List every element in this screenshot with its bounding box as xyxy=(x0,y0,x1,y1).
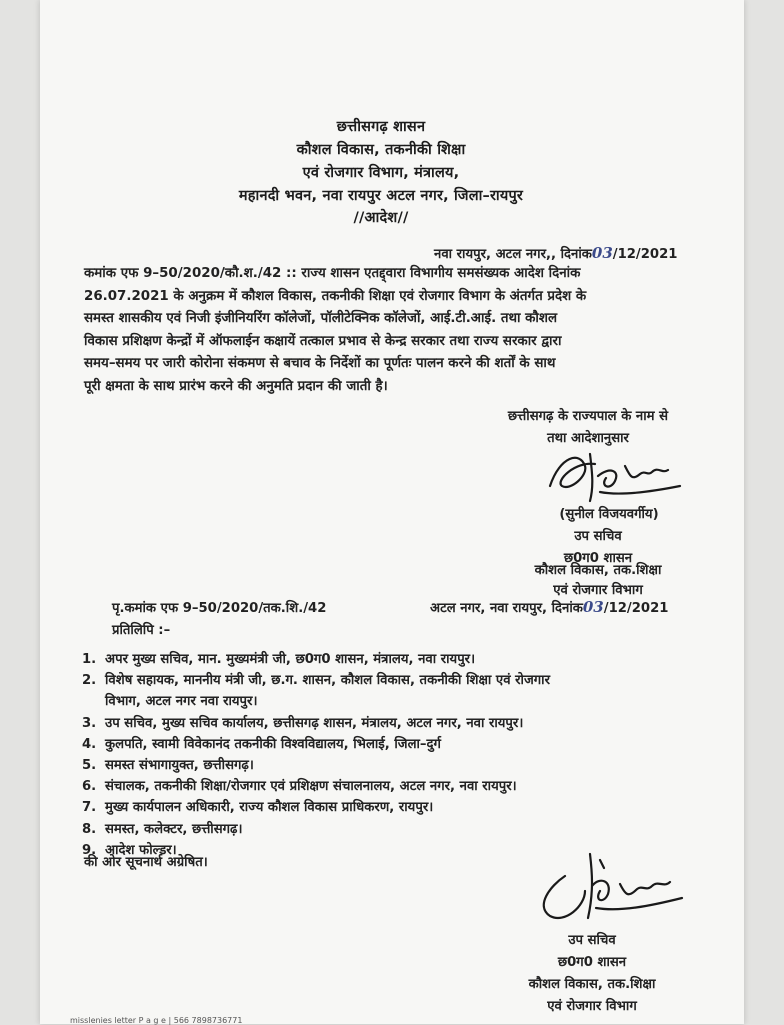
signatory-office-2: कौशल विकास, तक.शिक्षा xyxy=(534,563,662,578)
list-item-number: 1. xyxy=(82,652,97,667)
list-item-text: उप सचिव, मुख्य सचिव कार्यालय, छत्तीसगढ़ शासन, मंत्रालय, अटल नगर, नवा रायपुर। xyxy=(105,715,524,731)
list-item-number: 2. xyxy=(82,673,97,689)
endorsement-date-day-handwritten: 03 xyxy=(582,598,604,616)
order-body-line: कमांक एफ 9–50/2020/कौ.श./42 :: राज्य शासन एतद्द्वारा विभागीय समसंख्यक आदेश दिनांक xyxy=(84,266,581,281)
list-item xyxy=(82,776,682,797)
order-body xyxy=(84,263,586,398)
signatory-2-office-3: एवं रोजगार विभाग xyxy=(547,999,637,1014)
list-item-text: कुलपति, स्वामी विवेकानंद तकनीकी विश्वविद्यालय, भिलाई, जिला–दुर्ग xyxy=(105,736,441,752)
list-item xyxy=(82,670,682,691)
order-body-line: समस्त शासकीय एवं निजी इंजीनियरिंग कॉलेजों, पॉलीटेक्निक कॉलेजों, आई.टी.आई. तथा कौशल xyxy=(84,311,558,326)
signatory-office-3: एवं रोजगार विभाग xyxy=(553,583,643,598)
order-heading: //आदेश// xyxy=(353,210,409,226)
list-item xyxy=(82,649,682,670)
list-item-text: समस्त, कलेक्टर, छत्तीसगढ़। xyxy=(105,821,243,837)
signature-1 xyxy=(540,446,690,508)
list-item-number: 9. xyxy=(82,842,97,858)
signatory-2-office-2: कौशल विकास, तक.शिक्षा xyxy=(528,977,656,992)
list-item-number: 8. xyxy=(82,821,97,837)
list-item xyxy=(82,755,682,776)
signatory-office-1: छ0ग0 शासन xyxy=(563,551,633,566)
signatory-2-office-1: छ0ग0 शासन xyxy=(557,955,627,970)
order-body-line: विकास प्रशिक्षण केन्द्रों में ऑफलाईन कक्षायें तत्काल प्रभाव से केन्द्र सरकार तथा राज्य सरकार द्वारा xyxy=(84,333,562,349)
list-item-text: आदेश फोल्डर। xyxy=(105,842,177,858)
list-item xyxy=(82,734,682,755)
authority-line-2: तथा आदेशानुसार xyxy=(547,431,629,446)
recipient-list xyxy=(82,649,682,861)
list-item-text: मुख्य कार्यपालन अधिकारी, राज्य कौशल विकास प्राधिकरण, रायपुर। xyxy=(105,800,434,816)
list-item-text: संचालक, तकनीकी शिक्षा/रोजगार एवं प्रशिक्षण संचालनालय, अटल नगर, नवा रायपुर। xyxy=(105,779,517,795)
endorsement-date-rest: /12/2021 xyxy=(603,601,669,616)
order-body-line: पूरी क्षमता के साथ प्रारंभ करने की अनुमति प्रदान की जाती है। xyxy=(84,378,388,394)
list-item xyxy=(82,691,682,712)
list-item-number: 7. xyxy=(82,800,97,816)
authority-line-1: छत्तीसगढ़ के राज्यपाल के नाम से xyxy=(507,409,669,424)
list-item-number: 6. xyxy=(82,779,97,795)
signatory-designation: उप सचिव xyxy=(574,529,622,544)
signatory-name: (सुनील विजयवर्गीय) xyxy=(559,507,659,522)
forwarding-note: की ओर सूचनार्थ अग्रेषित। xyxy=(84,855,208,870)
letterhead-government: छत्तीसगढ़ शासन xyxy=(336,119,426,135)
signatory-2-designation: उप सचिव xyxy=(568,933,616,948)
signature-2 xyxy=(530,846,690,926)
endorsement-ref: पृ.कमांक एफ 9–50/2020/तक.शि./42 xyxy=(112,601,327,616)
list-item-text: विशेष सहायक, माननीय मंत्री जी, छ.ग. शासन, कौशल विकास, तकनीकी शिक्षा एवं रोजगार xyxy=(105,673,550,689)
order-place-date-label: नवा रायपुर, अटल नगर,, दिनांक xyxy=(434,247,592,262)
list-item-number: 5. xyxy=(82,758,97,774)
copy-to-label: प्रतिलिपि :– xyxy=(112,623,171,638)
list-item xyxy=(82,713,682,734)
letterhead-department: कौशल विकास, तकनीकी शिक्षा xyxy=(296,142,466,158)
endorsement-date xyxy=(430,598,668,616)
list-item-text: विभाग, अटल नगर नवा रायपुर। xyxy=(105,694,258,710)
endorsement-place-date-label: अटल नगर, नवा रायपुर, दिनांक xyxy=(430,601,583,616)
order-body-line: 26.07.2021 के अनुक्रम में कौशल विकास, तकनीकी शिक्षा एवं रोजगार विभाग के अंतर्गत प्रदेश के xyxy=(84,288,587,304)
list-item-text: अपर मुख्य सचिव, मान. मुख्यमंत्री जी, छ0ग0 शासन, मंत्रालय, नवा रायपुर। xyxy=(105,652,476,667)
letterhead-address: महानदी भवन, नवा रायपुर अटल नगर, जिला–रायपुर xyxy=(238,188,524,204)
list-item xyxy=(82,819,682,840)
order-date xyxy=(434,244,677,262)
order-date-rest: /12/2021 xyxy=(612,247,678,262)
order-date-day-handwritten: 03 xyxy=(591,244,613,262)
order-body-line: समय–समय पर जारी कोरोना संकमण से बचाव के निर्देशों का पूर्णतः पालन करने की शर्तों के साथ xyxy=(84,356,556,371)
list-item xyxy=(82,797,682,818)
page-footer: misslenies letter P a g e | 566 7898736771 xyxy=(70,1016,243,1025)
letterhead-department-2: एवं रोजगार विभाग, मंत्रालय, xyxy=(302,165,460,181)
list-item-number: 3. xyxy=(82,715,97,731)
list-item-text: समस्त संभागायुक्त, छत्तीसगढ़। xyxy=(105,758,254,774)
list-item-number: 4. xyxy=(82,736,97,752)
